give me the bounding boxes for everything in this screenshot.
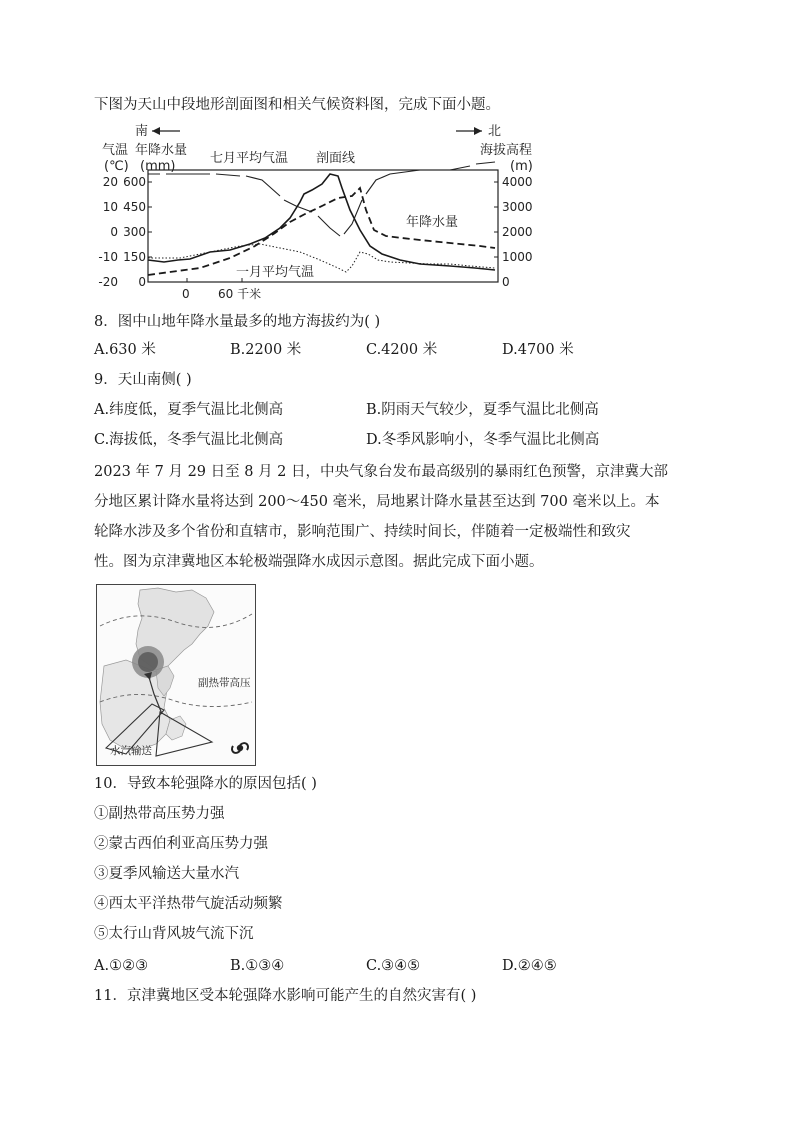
q10-item-4: ④西太平洋热带气旋活动频繁 [94,896,283,912]
vapor-transport-label: 水汽输送 [110,745,152,757]
q10-item-5: ⑤太行山背风坡气流下沉 [94,926,254,942]
series-label-profile: 剖面线 [316,151,356,166]
south-label: 南 [135,124,149,139]
precip-axis-unit: (mm) [140,159,176,174]
intro2-line-3: 轮降水涉及多个省份和直辖市，影响范围广、持续时间长，伴随着一定极端性和致灾 [94,524,631,540]
q8-option-b[interactable]: B.2200 米 [230,342,302,358]
precip-tick-3: 150 [123,250,146,264]
temp-tick-0: 20 [102,175,118,189]
q10-stem: 10．导致本轮强降水的原因包括( ) [94,776,317,792]
elev-tick-1: 3000 [502,200,533,214]
elev-axis-title: 海拔高程 [480,143,533,158]
series-label-july-temp: 七月平均气温 [210,151,289,166]
jan-temp-line [148,244,495,272]
q10-item-2: ②蒙古西伯利亚高压势力强 [94,836,268,852]
q8-option-d[interactable]: D.4700 米 [502,342,574,358]
precip-tick-4: 0 [138,275,146,289]
q10-option-c[interactable]: C.③④⑤ [366,958,421,974]
rainstorm-cause-map [96,584,256,766]
q10-option-d[interactable]: D.②④⑤ [502,958,557,974]
temp-tick-3: -10 [98,250,118,264]
temp-axis-title: 气温 [102,143,129,158]
x-tick-60km: 60 千米 [218,287,262,301]
q8-option-c[interactable]: C.4200 米 [366,342,438,358]
q10-item-1: ①副热带高压势力强 [94,806,225,822]
x-tick-0: 0 [182,287,190,301]
precip-line [148,188,495,275]
elev-tick-2: 2000 [502,225,533,239]
intro2-line-4: 性。图为京津冀地区本轮极端强降水成因示意图。据此完成下面小题。 [94,554,544,570]
q11-stem: 11．京津冀地区受本轮强降水影响可能产生的自然灾害有( ) [94,988,477,1004]
q10-option-b[interactable]: B.①③④ [230,958,285,974]
intro2-line-2: 分地区累计降水量将达到 200～450 毫米，局地累计降水量甚至达到 700 毫米以上。本 [94,494,660,510]
elev-tick-0: 4000 [502,175,533,189]
series-label-jan-temp: 一月平均气温 [236,265,315,280]
precip-tick-0: 600 [123,175,146,189]
temp-tick-2: 0 [110,225,118,239]
q9-option-d[interactable]: D.冬季风影响小，冬季气温比北侧高 [366,432,600,448]
precip-tick-2: 300 [123,225,146,239]
intro-text-1: 下图为天山中段地形剖面图和相关气候资料图，完成下面小题。 [94,97,500,113]
q8-option-a[interactable]: A.630 米 [94,342,156,358]
q9-option-c[interactable]: C.海拔低，冬季气温比北侧高 [94,432,284,448]
temp-axis-unit: (℃) [104,159,129,174]
elev-axis-unit: (m) [510,159,533,174]
q9-option-a[interactable]: A.纬度低，夏季气温比北侧高 [94,402,284,418]
temp-tick-1: 10 [102,200,118,214]
series-label-precip: 年降水量 [406,215,459,230]
temp-tick-4: -20 [98,275,118,289]
north-label: 北 [488,124,502,139]
intro2-line-1: 2023 年 7 月 29 日至 8 月 2 日，中央气象台发布最高级别的暴雨红色预警，京津冀大部 [94,464,669,480]
subtropical-high-label: 副热带高压 [198,677,251,689]
precip-axis-title: 年降水量 [135,143,188,158]
q8-stem: 8．图中山地年降水量最多的地方海拔约为( ) [94,314,381,330]
q10-option-a[interactable]: A.①②③ [94,958,149,974]
elev-tick-3: 1000 [502,250,533,264]
q9-stem: 9．天山南侧( ) [94,372,192,388]
q10-item-3: ③夏季风输送大量水汽 [94,866,239,882]
q9-option-b[interactable]: B.阴雨天气较少，夏季气温比北侧高 [366,402,599,418]
precip-tick-1: 450 [123,200,146,214]
tianshan-profile-chart [90,118,550,303]
elev-tick-4: 0 [502,275,510,289]
